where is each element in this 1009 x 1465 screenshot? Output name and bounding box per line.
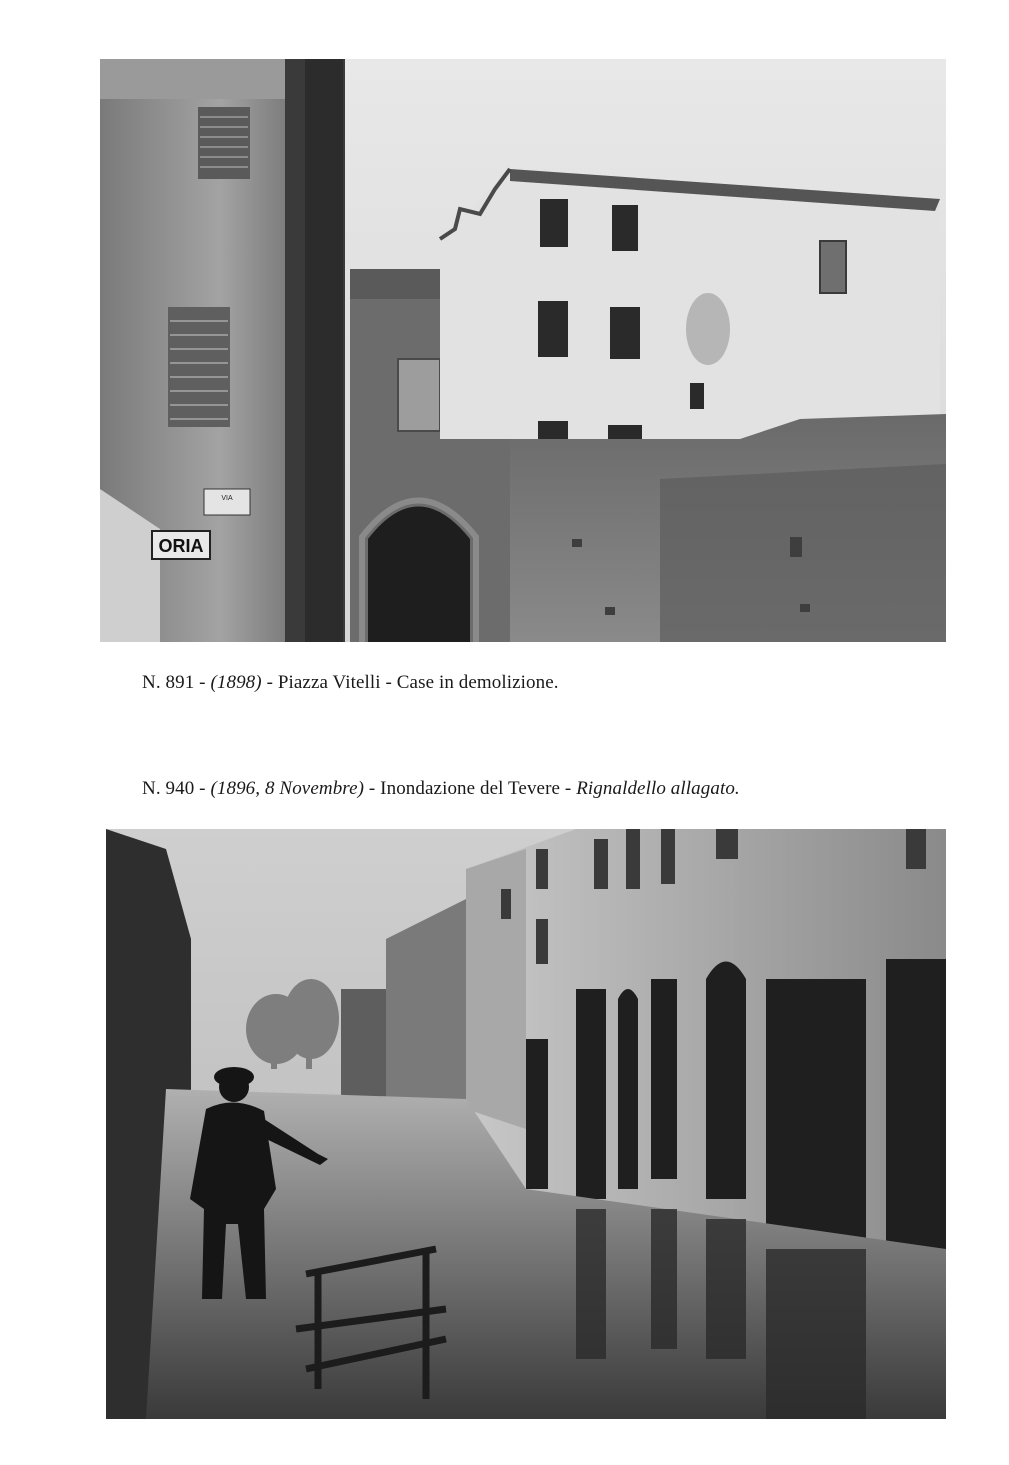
plate-description: - Inondazione del Tevere - bbox=[364, 778, 577, 799]
caption-plate-940 bbox=[142, 779, 740, 798]
plate-number: N. 940 - bbox=[142, 778, 211, 799]
street-sign-text: VIA bbox=[221, 495, 233, 502]
photo-piazza-vitelli bbox=[100, 59, 946, 642]
caption-plate-891 bbox=[142, 673, 559, 692]
plate-subtitle: Rignaldello allagato. bbox=[576, 778, 740, 799]
photo-rignaldello-flood bbox=[106, 829, 946, 1419]
plate-description: - Piazza Vitelli - Case in demolizione. bbox=[261, 672, 559, 693]
plate-date: (1896, 8 Novembre) bbox=[210, 778, 365, 799]
plate-date: (1898) bbox=[210, 672, 262, 693]
shop-sign-text: ORIA bbox=[158, 536, 204, 556]
plate-number: N. 891 - bbox=[142, 672, 211, 693]
